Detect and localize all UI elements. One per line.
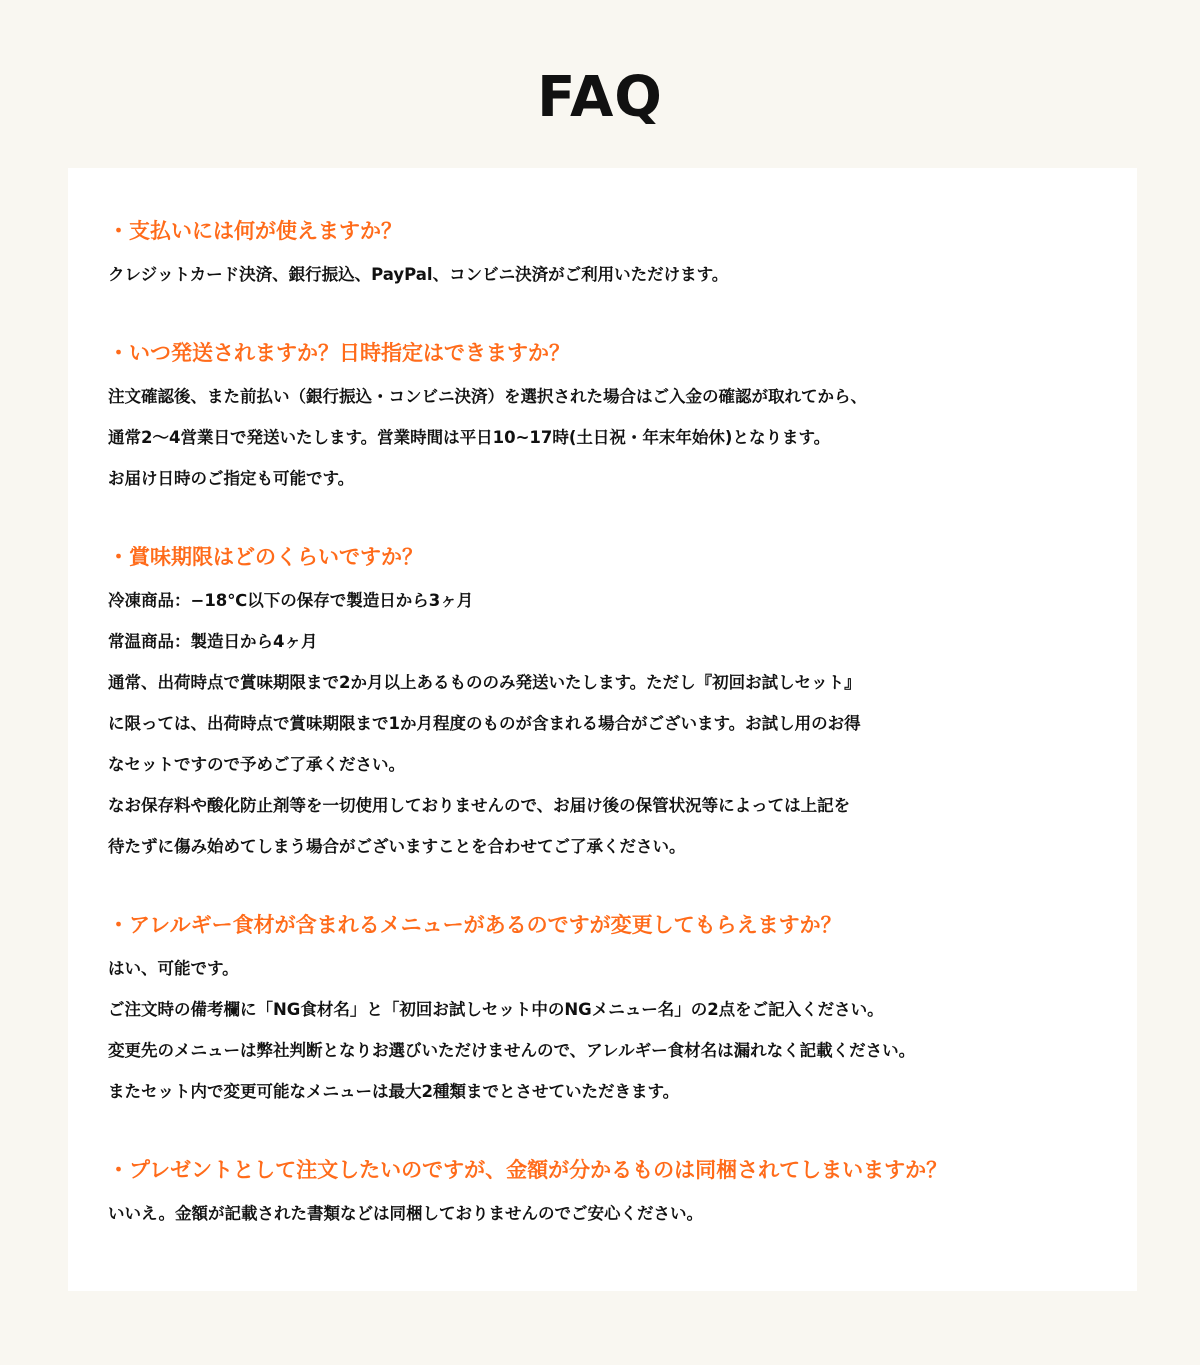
faq-answer-line: はい、可能です。 — [108, 959, 239, 978]
faq-item-payment — [108, 214, 1137, 295]
faq-answer-line: 通常2〜4営業日で発送いたします。営業時間は平日10~17時(土日祝・年末年始休)となります。 — [108, 428, 831, 447]
faq-question: ・アレルギー食材が含まれるメニューがあるのですが変更してもらえますか？ — [108, 913, 842, 937]
faq-answer-line: なセットですので予めご了承ください。 — [108, 755, 405, 774]
faq-item-gift — [108, 1153, 1137, 1234]
faq-answer-line: 変更先のメニューは弊社判断となりお選びいただけませんので、アレルギー食材名は漏れなく記載ください。 — [108, 1041, 916, 1060]
faq-answer-line: ご注文時の備考欄に「NG食材名」と「初回お試しセット中のNGメニュー名」の2点をご記入ください。 — [108, 1000, 884, 1019]
faq-question: ・支払いには何が使えますか？ — [108, 219, 402, 243]
faq-answer-line: またセット内で変更可能なメニューは最大2種類までとさせていただきます。 — [108, 1082, 680, 1101]
faq-question: ・いつ発送されますか？日時指定はできますか？ — [108, 341, 570, 365]
faq-answer-line: クレジットカード決済、銀行振込、PayPal、コンビニ決済がご利用いただけます。 — [108, 265, 729, 284]
faq-question: ・賞味期限はどのくらいですか？ — [108, 545, 423, 569]
faq-answer-line: 注文確認後、また前払い（銀行振込・コンビニ決済）を選択された場合はご入金の確認が取れてから、 — [108, 387, 867, 406]
faq-answer-line: に限っては、出荷時点で賞味期限まで1か月程度のものが含まれる場合がございます。お試し用のお得 — [108, 714, 861, 733]
faq-item-expiry — [108, 540, 1137, 867]
faq-answer-line: 常温商品：製造日から4ヶ月 — [108, 632, 318, 651]
faq-item-allergy — [108, 908, 1137, 1112]
faq-answer-line: なお保存料や酸化防止剤等を一切使用しておりませんので、お届け後の保管状況等によっては上記を — [108, 796, 851, 815]
faq-answer-line: 通常、出荷時点で賞味期限まで2か月以上あるもののみ発送いたします。ただし『初回お試しセット』 — [108, 673, 861, 692]
faq-answer-line: 待たずに傷み始めてしまう場合がございますことを合わせてご了承ください。 — [108, 837, 686, 856]
faq-panel — [68, 168, 1137, 1291]
faq-question: ・プレゼントとして注文したいのですが、金額が分かるものは同梱されてしまいますか？ — [108, 1158, 948, 1182]
faq-answer-line: いいえ。金額が記載された書類などは同梱しておりませんのでご安心ください。 — [108, 1204, 703, 1223]
page-title: FAQ — [537, 65, 663, 130]
faq-item-shipping — [108, 336, 1137, 499]
faq-answer-line: 冷凍商品：−18℃以下の保存で製造日から3ヶ月 — [108, 591, 474, 610]
faq-answer-line: お届け日時のご指定も可能です。 — [108, 469, 355, 488]
